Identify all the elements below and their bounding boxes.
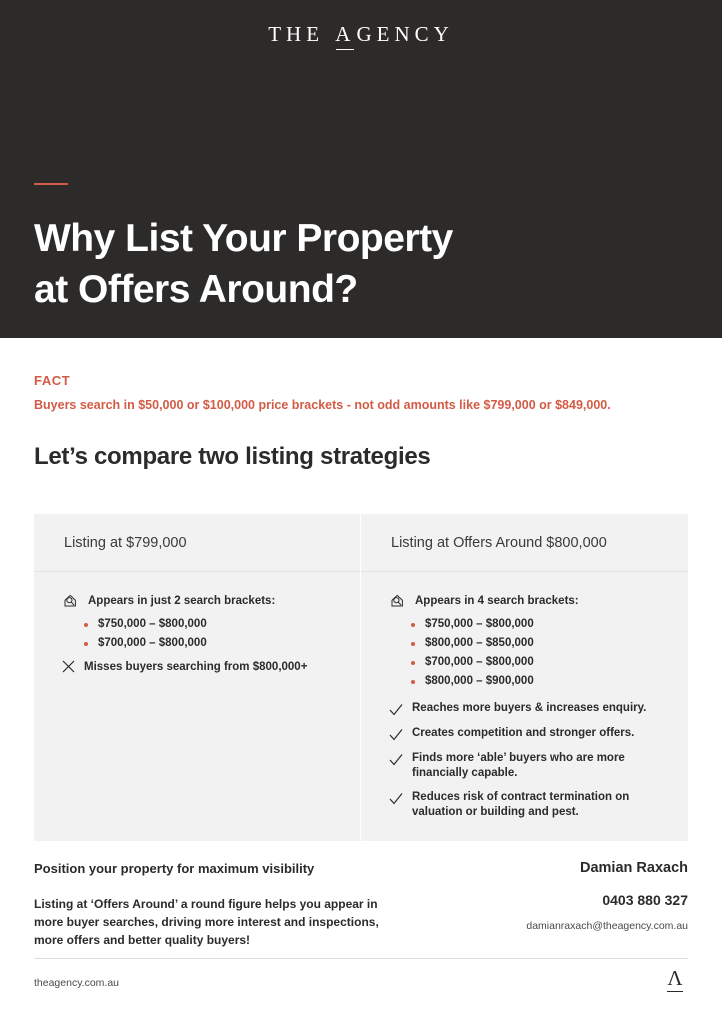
list-item	[389, 701, 662, 717]
panel-right-body	[361, 572, 688, 820]
agent-phone[interactable]: 0403 880 327	[602, 892, 688, 908]
benefit-text: Reaches more buyers & increases enquiry.	[412, 702, 647, 714]
check-icon	[389, 792, 403, 806]
house-search-icon	[62, 592, 80, 610]
list-item	[389, 726, 662, 742]
check-icon	[389, 753, 403, 767]
benefit-text: Finds more ‘able’ buyers who are more financially capable.	[412, 752, 625, 779]
right-benefit-list	[389, 701, 662, 820]
list-item	[389, 751, 662, 781]
left-bracket-list	[84, 618, 334, 649]
left-search-brackets-row	[62, 594, 334, 610]
brand-logo-mark: A	[335, 22, 356, 46]
page-title	[34, 213, 453, 315]
close-icon	[62, 660, 75, 673]
left-sub-head: Appears in just 2 search brackets:	[88, 595, 276, 607]
list-item: $800,000 – $850,000	[411, 637, 662, 649]
footer-website-link[interactable]: theagency.com.au	[34, 977, 120, 989]
brand-mark-icon	[662, 968, 688, 992]
accent-rule	[34, 183, 68, 185]
list-item: $800,000 – $900,000	[411, 675, 662, 687]
fact-text: Buyers search in $50,000 or $100,000 price brackets - not odd amounts like $799,000 or $849,000.	[34, 398, 611, 412]
list-item: $750,000 – $800,000	[84, 618, 334, 630]
benefit-text: Reduces risk of contract termination on valuation or building and pest.	[412, 791, 630, 818]
agent-name: Damian Raxach	[580, 860, 688, 876]
position-body: Listing at ‘Offers Around’ a round figure helps you appear in more buyer searches, driving more interest and inspections, more offers and better quality buyers!	[34, 897, 379, 947]
house-search-icon	[389, 592, 407, 610]
check-icon	[389, 703, 403, 717]
fact-label: FACT	[34, 373, 71, 388]
list-item: $750,000 – $800,000	[411, 618, 662, 630]
panel-left-body	[34, 572, 360, 677]
list-item: $700,000 – $800,000	[411, 656, 662, 668]
right-sub-head: Appears in 4 search brackets:	[415, 595, 579, 607]
comparison-panels	[34, 514, 688, 841]
header-banner	[0, 0, 722, 338]
left-negative-text: Misses buyers searching from $800,000+	[84, 661, 308, 673]
panel-listing-799k	[34, 514, 361, 841]
compare-heading: Let’s compare two listing strategies	[34, 443, 431, 470]
position-title: Position your property for maximum visibility	[34, 861, 315, 876]
list-item: $700,000 – $800,000	[84, 637, 334, 649]
brand-logo	[0, 22, 722, 47]
benefit-text: Creates competition and stronger offers.	[412, 727, 635, 739]
footer-divider	[34, 958, 688, 959]
check-icon	[389, 728, 403, 742]
brand-mark-underline	[667, 991, 683, 992]
page-title-line-2: at Offers Around?	[34, 268, 358, 311]
brand-logo-post: GENCY	[356, 22, 454, 46]
right-bracket-list	[411, 618, 662, 687]
brand-logo-pre: THE	[268, 22, 335, 46]
panel-listing-offers-around-800k	[361, 514, 688, 841]
brand-mark-glyph: Λ	[667, 966, 683, 990]
agent-email[interactable]: damianraxach@theagency.com.au	[526, 920, 688, 932]
panel-right-title: Listing at Offers Around $800,000	[361, 514, 688, 572]
left-negative-row	[62, 658, 334, 677]
panel-left-title: Listing at $799,000	[34, 514, 360, 572]
right-search-brackets-row	[389, 594, 662, 610]
page-title-line-1: Why List Your Property	[34, 217, 453, 260]
list-item	[389, 790, 662, 820]
